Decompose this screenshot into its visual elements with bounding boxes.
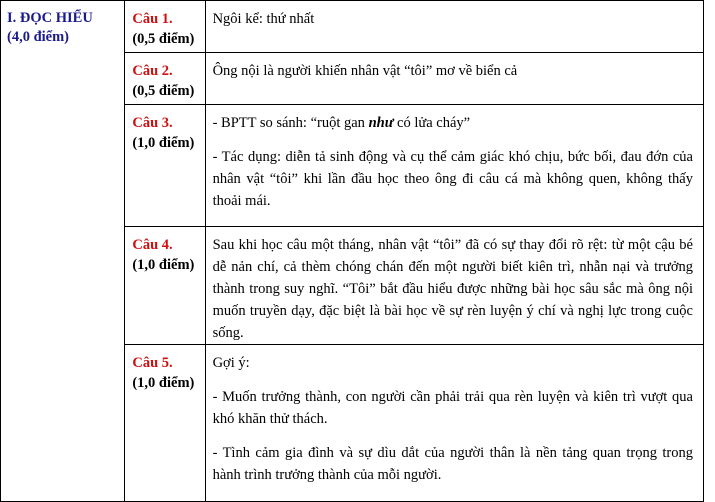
answer-text-part: - BPTT so sánh: “ruột gan [212, 115, 369, 131]
question-points: (1,0 điểm) [132, 375, 195, 391]
answer-text: - Tình cảm gia đình và sự dìu dắt của người thân là nền tảng quan trọng trong hành trình trưởng thành của mỗi người. [212, 445, 693, 483]
answer-cell [205, 1, 703, 53]
question-label: Câu 2. [132, 63, 173, 79]
answer-cell [205, 345, 703, 502]
answer-text [213, 112, 693, 134]
question-points: (0,5 điểm) [132, 83, 195, 99]
question-cell [125, 1, 205, 53]
section-points: (4,0 điểm) [7, 29, 70, 45]
question-points: (1,0 điểm) [132, 257, 195, 273]
answer-text: Ngôi kể: thứ nhất [212, 11, 315, 27]
question-points: (1,0 điểm) [132, 135, 195, 151]
answer-cell [205, 53, 703, 105]
answer-cell [205, 105, 703, 227]
answer-cell [205, 227, 703, 345]
answer-text: Ông nội là người khiến nhân vật “tôi” mơ về biển cả [212, 63, 518, 79]
answer-text-part: có lửa cháy” [393, 115, 471, 131]
question-label: Câu 5. [132, 355, 173, 371]
answer-text: - Tác dụng: diễn tả sinh động và cụ thể cảm giác khó chịu, bức bối, đau đớn của nhân vật “tôi” khi lần đầu học theo ông đi câu cá mà không quen, không thấy thoải mái. [212, 149, 693, 209]
question-cell [125, 345, 205, 502]
question-points: (0,5 điểm) [132, 31, 195, 47]
section-cell [1, 1, 125, 502]
answer-emphasis: như [368, 115, 394, 131]
question-label: Câu 4. [132, 237, 173, 253]
section-title: I. ĐỌC HIỂU [7, 10, 93, 26]
question-cell [125, 227, 205, 345]
table-row [1, 1, 704, 53]
answer-text: Sau khi học câu một tháng, nhân vật “tôi” đã có sự thay đổi rõ rệt: từ một cậu bé dễ nản chí, cả thèm chóng chán đến một người biết kiên trì, nhẫn nại và trưởng thành trong suy nghĩ. “Tôi” bắt đầu hiểu được những bài học sâu sắc mà ông nội muốn truyền dạy, đặc biệt là bài học về sự rèn luyện ý chí và nghị lực trong cuộc sống. [212, 237, 693, 341]
question-label: Câu 3. [132, 115, 173, 131]
question-cell [125, 53, 205, 105]
answer-text: Gợi ý: [212, 355, 250, 371]
question-cell [125, 105, 205, 227]
question-label: Câu 1. [132, 11, 173, 27]
answer-text: - Muốn trưởng thành, con người cần phải trải qua rèn luyện và kiên trì vượt qua khó khăn thử thách. [212, 389, 693, 427]
